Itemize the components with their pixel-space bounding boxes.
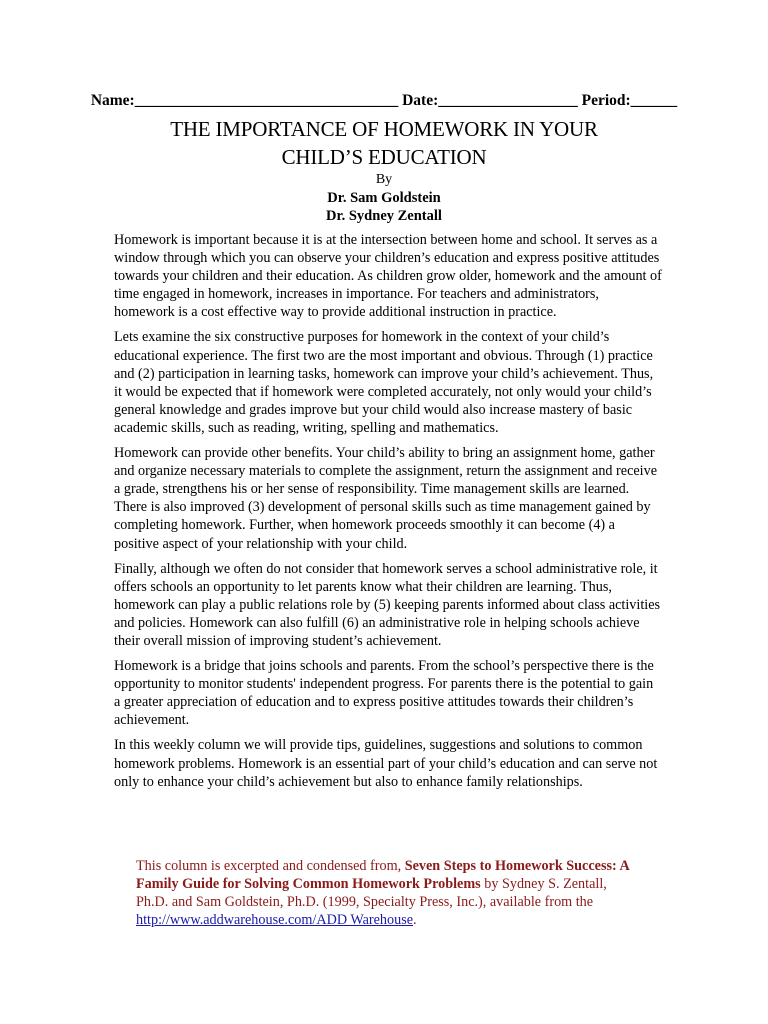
credit-end: . (413, 912, 417, 929)
paragraph-2: Lets examine the six constructive purposes for homework in the context of your child’s educational experience. The first two are the most important and obvious. Through (1) practice and (2) participation in learning tasks, homework can improve your child’s achievement. Thus, it would be expected that if homework were completed accurately, not only would your child’s general knowledge and grades improve but your child would also increase mastery of basic academic skills, such as reading, writing, spelling and mathematics. (114, 329, 654, 436)
credit-authors: by Sydney S. Zentall, Ph.D. and Sam Goldstein, Ph.D. (1999, Specialty Press, Inc.), available from the (136, 876, 607, 911)
paragraph-6: In this weekly column we will provide tips, guidelines, suggestions and solutions to common homework problems. Homework is an essential part of your child’s education and can serve not only to enhance your child’s achievement but also to enhance family relationships. (114, 737, 658, 790)
article-body (114, 231, 662, 798)
source-credit (136, 857, 636, 929)
paragraph-4: Finally, although we often do not consider that homework serves a school administrative role, it offers schools an opportunity to let parents know what their children are learning. Thus, homework can play a public relations role by (5) keeping parents informed about class activities and policies. Homework can also fulfill (6) an administrative role in helping schools achieve their overall mission of improving student’s achievement. (114, 560, 661, 649)
book-title: Seven Steps to Homework Success: A Family Guide for Solving Common Homework Problems (136, 858, 629, 893)
author-2: Dr. Sydney Zentall (326, 208, 442, 224)
paragraph-3: Homework can provide other benefits. Your child’s ability to bring an assignment home, gather and organize necessary materials to complete the assignment, return the assignment and receive a grade, strengthens his or her sense of responsibility. Time management skills are learned. There is also improved (3) development of personal skills such as time management gained by completing homework. Further, when homework proceeds smoothly it can become (4) a positive aspect of your relationship with your child. (114, 445, 657, 552)
document-title-line-1: THE IMPORTANCE OF HOMEWORK IN YOUR (170, 117, 598, 141)
author-1: Dr. Sam Goldstein (327, 190, 441, 206)
document-title-line-2: CHILD’S EDUCATION (281, 145, 487, 169)
name-date-period-line: Name:__________________________________ Date:__________________ Period:______ (90, 92, 678, 109)
paragraph-5: Homework is a bridge that joins schools and parents. From the school’s perspective there is the opportunity to monitor students' independent progress. For parents there is the potential to gain a greater appreciation of education and to express positive attitudes towards their children’s achievement. (114, 658, 654, 729)
paragraph-1: Homework is important because it is at the intersection between home and school. It serves as a window through which you can observe your children’s education and express positive attitudes towards your children and their education. As children grow older, homework and the amount of time engaged in homework, increases in importance. For teachers and administrators, homework is a cost effective way to provide additional instruction in practice. (114, 232, 662, 321)
addwarehouse-link[interactable]: http://www.addwarehouse.com/ADD Warehouse (136, 912, 414, 929)
byline-by: By (375, 172, 393, 187)
credit-intro: This column is excerpted and condensed from, (136, 858, 405, 874)
